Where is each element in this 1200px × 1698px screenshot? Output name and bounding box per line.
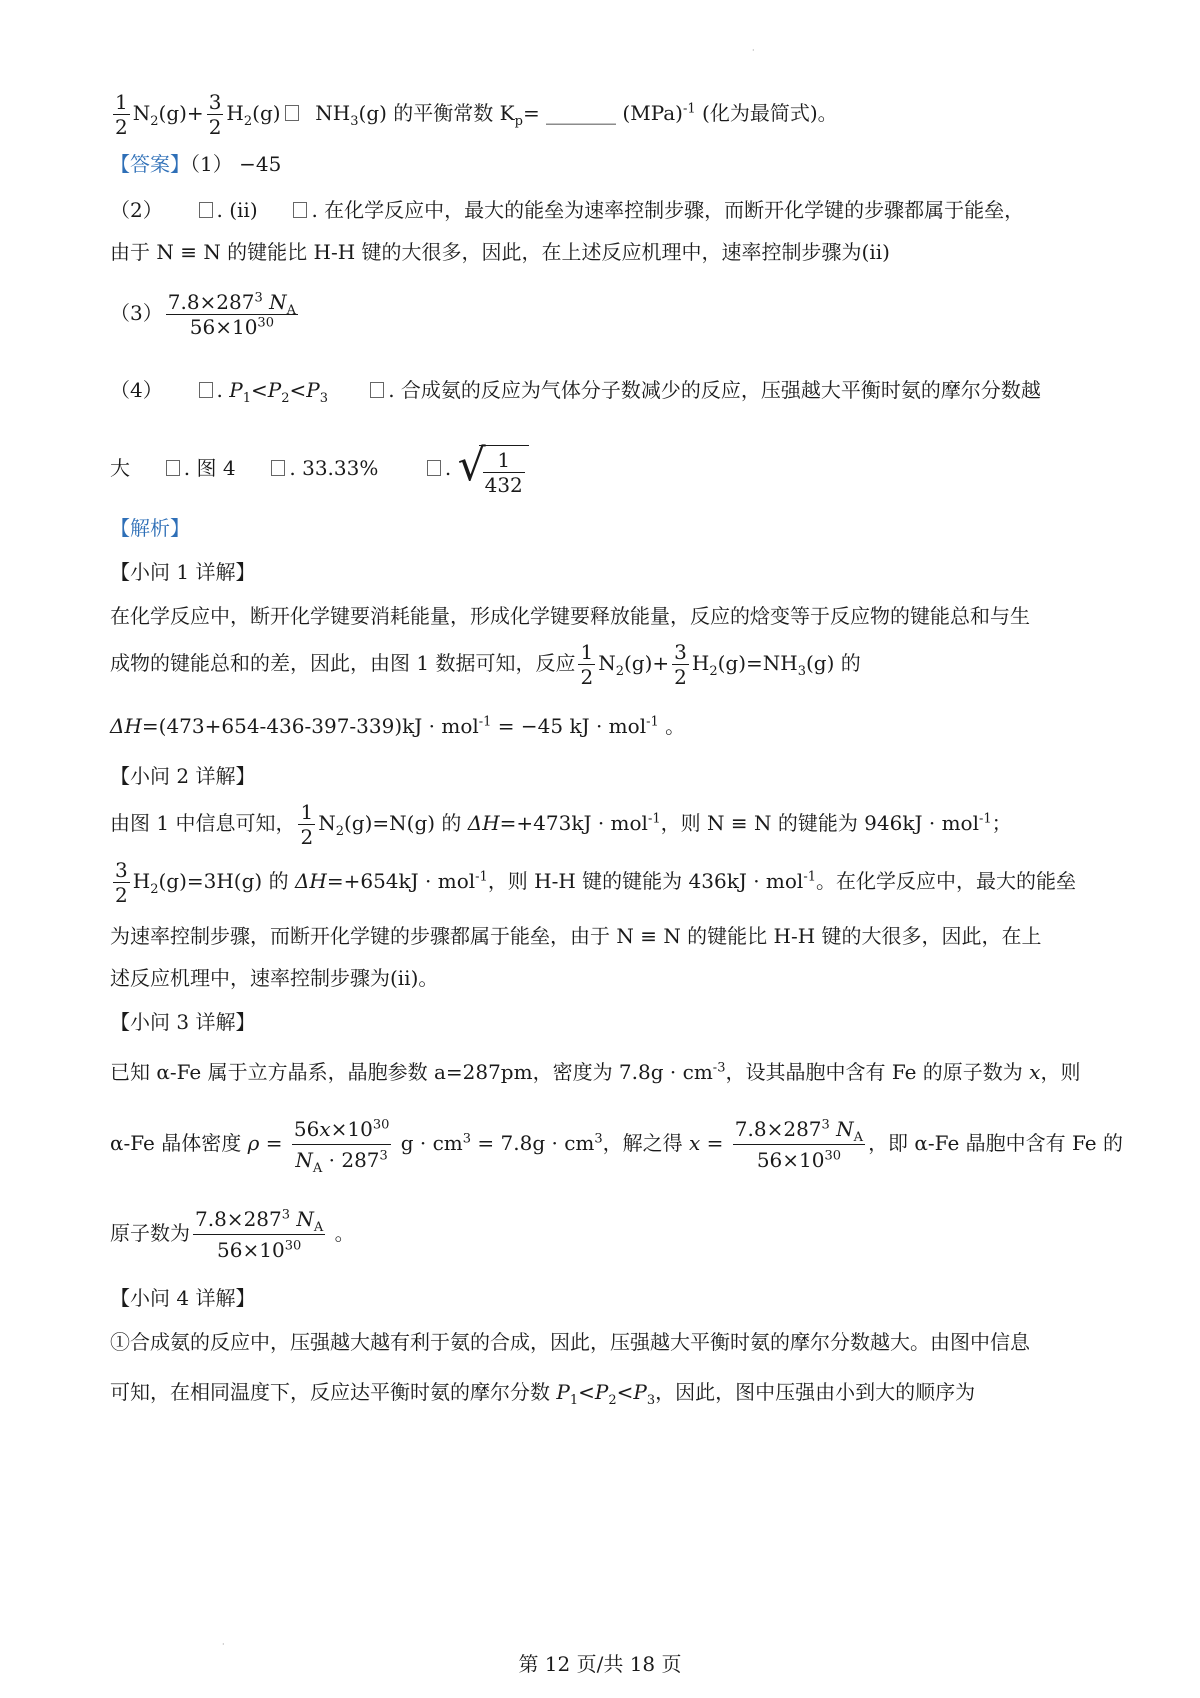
answer-4-line: （4） . $P_1<P_2<P_3$ . 合成氨的反应为气体分子数减少的反应，压强越大平衡时氨的摩尔分数越 <box>110 378 1041 406</box>
circled-2-icon <box>293 202 307 218</box>
answer-2-line: （2） . (ⅱ) . 在化学反应中，最大的能垒为速率控制步骤，而断开化学键的步骤都属于能垒， <box>110 198 1025 222</box>
sqrt-expression: √ $\frac{1}{432}$ <box>458 442 532 498</box>
speck: · <box>222 1640 225 1649</box>
equilibrium-arrow-icon <box>285 105 299 121</box>
circled-5-icon <box>427 460 441 476</box>
q3-line1: 已知 α-Fe 属于立方晶系，晶胞参数 a=287pm，密度为 $7.8g \cdot cm^{-3}$，设其晶胞中含有 Fe 的原子数为 x，则 <box>110 1060 1081 1084</box>
density-fraction: $\frac{56x\times 10^{30}}{N_A \cdot 287^3}$ <box>292 1114 392 1175</box>
q4-line2: 可知，在相同温度下，反应达平衡时氨的摩尔分数 $P_1<P_2<P_3$，因此，图中压强由小到大的顺序为 <box>110 1380 976 1408</box>
analysis-label: 【解析】 <box>110 516 190 540</box>
answer-line: 【答案】（1） −45 <box>110 152 282 176</box>
q2-line4: 述反应机理中，速率控制步骤为(ⅱ)。 <box>110 966 439 990</box>
q1-line3: ΔH=(473+654-436-397-339)kJ · mol$^{-1}$ = −45 kJ · mol$^{-1}$ 。 <box>110 714 686 738</box>
answer-2-line2: 由于 N ≡ N 的键能比 H-H 键的大很多，因此，在上述反应机理中，速率控制步骤为(ⅱ) <box>110 240 890 264</box>
q2-line1: 由图 1 中信息可知， $\frac{1}{2}$ $N_2(g)=N(g)$ 的 ΔH=+473kJ · mol$^{-1}$，则 N ≡ N 的键能为 946kJ · mol$^{-1}$； <box>110 800 1012 849</box>
kp-question-line: $\frac{1}{2}$ $N_2(g)+$ $\frac{3}{2}$ $H_2(g)$ $NH_3(g)$ 的平衡常数 $K_p=$ _______ (MPa)$^{-1}$ (化为最简式)。 <box>115 90 838 139</box>
q1-line2: 成物的键能总和的差，因此，由图 1 数据可知，反应 $\frac{1}{2}$ $N_2(g)+$ $\frac{3}{2}$ $H_2(g)=NH_3(g)$ 的 <box>110 640 861 689</box>
q4-line1: ①合成氨的反应中，压强越大越有利于氨的合成，因此，压强越大平衡时氨的摩尔分数越大。由图中信息 <box>110 1330 1030 1354</box>
q1-title: 【小问 1 详解】 <box>110 560 256 584</box>
answer-3-line: （3） $\frac{7.8\times 287^3 N_A}{56\times 10^{30}}$ <box>110 290 297 339</box>
fraction-three-halves: $\frac{3}{2}$ <box>208 90 222 139</box>
q1-line1: 在化学反应中，断开化学键要消耗能量，形成化学键要释放能量，反应的焓变等于反应物的键能总和与生 <box>110 604 1030 628</box>
answer-4-line2: 大 . 图 4 . 33.33% . √ $\frac{1}{432}$ <box>110 440 1100 496</box>
q3-title: 【小问 3 详解】 <box>110 1010 256 1034</box>
q2-title: 【小问 2 详解】 <box>110 764 256 788</box>
q4-title: 【小问 4 详解】 <box>110 1286 256 1310</box>
q3-line3: 原子数为 $\frac{7.8\times 287^3 N_A}{56\times 10^{30}}$ 。 <box>110 1204 1100 1265</box>
fe-count-fraction: $\frac{7.8\times 287^3 N_A}{56\times 10^{30}}$ <box>167 290 297 339</box>
circled-1-icon <box>199 382 213 398</box>
q2-line2: $\frac{3}{2}$ $H_2(g)=3H(g)$ 的 ΔH=+654kJ · mol$^{-1}$，则 H-H 键的键能为 436kJ · mol$^{-1}$。在化学反应中，最大的能垒 <box>115 858 1076 907</box>
fraction-half: $\frac{1}{2}$ <box>115 90 128 139</box>
q2-line3: 为速率控制步骤，而断开化学键的步骤都属于能垒，由于 N ≡ N 的键能比 H-H 键的大很多，因此，在上 <box>110 924 1042 948</box>
q3-line2: α-Fe 晶体密度 ρ = $\frac{56x\times 10^{30}}{N_A \cdot 287^3}$ $g \cdot cm^3 = 7.8g \cdot cm^3$，解之得 x = $\frac{7.8\times 287^3 N_A}{56\times 10^{30}}$ ，即 α-Fe 晶胞中含有 Fe 的 <box>110 1114 1100 1175</box>
circled-4-icon <box>271 460 285 476</box>
circled-3-icon <box>166 460 180 476</box>
circled-1-icon <box>199 202 213 218</box>
sqrt-icon: √ <box>457 439 486 491</box>
page-footer: 第 12 页/共 18 页 <box>518 1652 682 1676</box>
speck: · <box>752 46 755 55</box>
circled-2-icon <box>370 382 384 398</box>
